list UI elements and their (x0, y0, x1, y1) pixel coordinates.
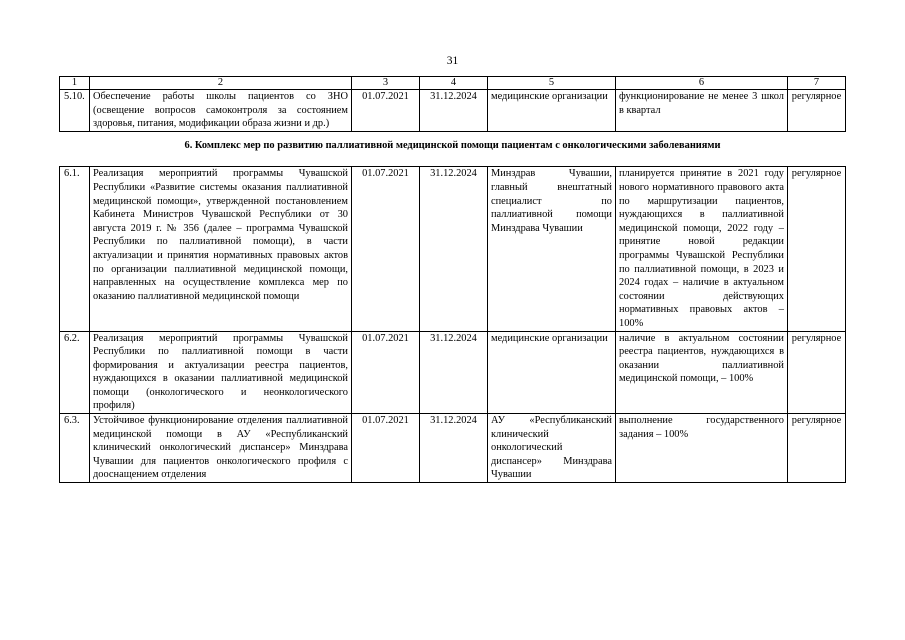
column-number: 3 (352, 77, 420, 90)
start-date: 01.07.2021 (352, 90, 420, 132)
end-date: 31.12.2024 (420, 90, 488, 132)
executor-text: медицинские организации (488, 90, 616, 132)
frequency-text: регулярное (788, 414, 846, 483)
section-heading-row (60, 131, 846, 167)
row-number: 6.2. (60, 331, 90, 414)
table-row (60, 414, 846, 483)
executor-text: медицинские организации (488, 331, 616, 414)
indicator-text: планируется принятие в 2021 году нового нормативного правового акта по маршрутизации пациентов, нуждающихся в паллиативной медицинской помощи, 2022 году – принятие новой редакции программы Чувашской Республики по паллиативной помощи, в 2023 и 2024 годах – наличие в актуальном состоянии действующих нормативных правовых актов – 100% (616, 167, 788, 331)
executor-text: АУ «Республиканский клинический онкологический диспансер» Минздрава Чувашии (488, 414, 616, 483)
measure-text: Устойчивое функционирование отделения паллиативной медицинской помощи в АУ «Республиканский клинический онкологический диспансер» Минздрава Чувашии для пациентов онкологического профиля с дооснащением отделения (90, 414, 352, 483)
measure-text: Обеспечение работы школы пациентов со ЗНО (освещение вопросов самоконтроля за состоянием здоровья, питания, модификации образа жизни и др.) (90, 90, 352, 132)
measure-text: Реализация мероприятий программы Чувашской Республики «Развитие системы оказания паллиативной медицинской помощи», утвержденной постановлением Кабинета Министров Чувашской Республики от 30 августа 2019 г. № 356 (далее – программа Чувашской Республики по паллиативной помощи), в части актуализации и принятия нормативных правовых актов по организации паллиативной медицинской помощи, направленных на осуществление комплекса мер по оказанию паллиативной медицинской помощи (90, 167, 352, 331)
frequency-text: регулярное (788, 331, 846, 414)
section-title: 6. Комплекс мер по развитию паллиативной медицинской помощи пациентам с онкологическими заболеваниями (60, 131, 846, 167)
column-number: 6 (616, 77, 788, 90)
frequency-text: регулярное (788, 167, 846, 331)
indicator-text: выполнение государственного задания – 100% (616, 414, 788, 483)
column-number: 2 (90, 77, 352, 90)
page-number: 31 (446, 55, 459, 67)
start-date: 01.07.2021 (352, 331, 420, 414)
column-numbers-row (60, 77, 846, 90)
column-number: 1 (60, 77, 90, 90)
indicator-text: наличие в актуальном состоянии реестра пациентов, нуждающихся в оказании паллиативной медицинской помощи, – 100% (616, 331, 788, 414)
frequency-text: регулярное (788, 90, 846, 132)
row-number: 5.10. (60, 90, 90, 132)
row-number: 6.1. (60, 167, 90, 331)
end-date: 31.12.2024 (420, 331, 488, 414)
table-row (60, 167, 846, 331)
row-number: 6.3. (60, 414, 90, 483)
column-number: 7 (788, 77, 846, 90)
column-number: 4 (420, 77, 488, 90)
executor-text: Минздрав Чувашии, главный внештатный специалист по паллиативной помощи Минздрава Чувашии (488, 167, 616, 331)
start-date: 01.07.2021 (352, 414, 420, 483)
indicator-text: функционирование не менее 3 школ в квартал (616, 90, 788, 132)
measure-text: Реализация мероприятий программы Чувашской Республики по паллиативной помощи в части формирования и актуализации реестра пациентов, нуждающихся в оказании паллиативной медицинской помощи (онкологического и неонкологического профиля) (90, 331, 352, 414)
measures-table (59, 76, 846, 483)
table-row (60, 331, 846, 414)
end-date: 31.12.2024 (420, 167, 488, 331)
column-number: 5 (488, 77, 616, 90)
table-row (60, 90, 846, 132)
start-date: 01.07.2021 (352, 167, 420, 331)
end-date: 31.12.2024 (420, 414, 488, 483)
